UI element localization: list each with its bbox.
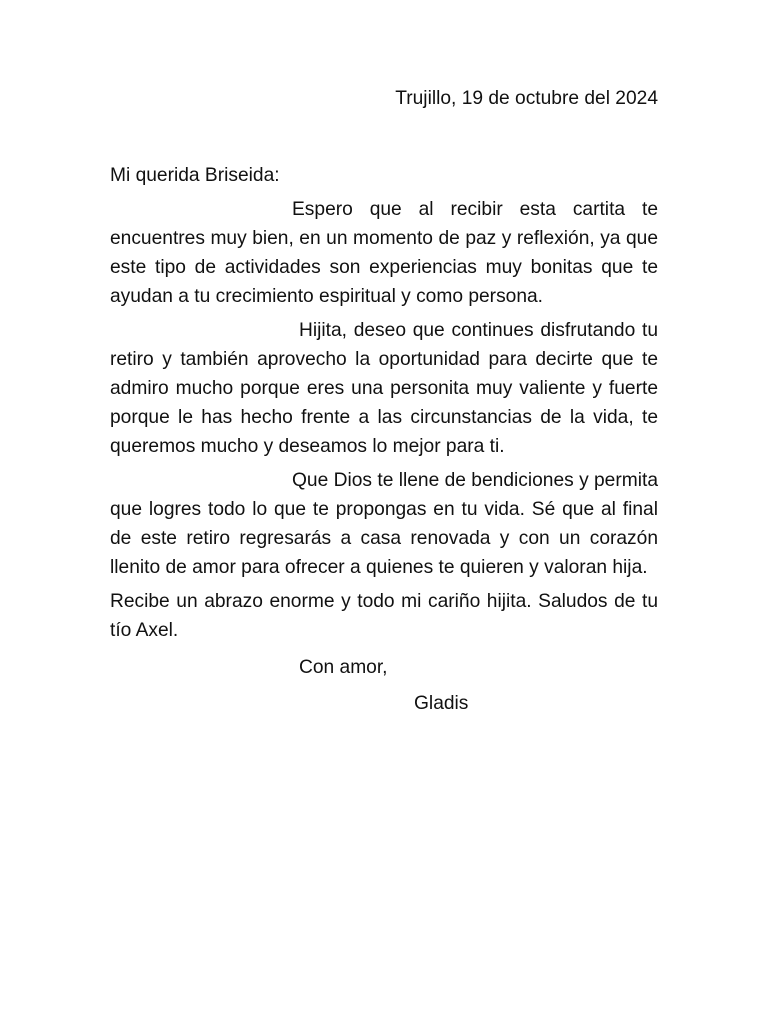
date-line: Trujillo, 19 de octubre del 2024 (395, 88, 658, 109)
signature: Gladis (414, 693, 469, 714)
closing-paragraph: Recibe un abrazo enorme y todo mi cariño hijita. Saludos de tu tío Axel. (110, 591, 658, 641)
paragraph-3: Que Dios te llene de bendiciones y permita que logres todo lo que te propongas en tu vida. Sé que al final de este retiro regresarás a casa renovada y con un corazón llenito de amor para ofrecer a quienes te quieren y valoran hija. (110, 470, 658, 578)
greeting: Mi querida Briseida: (110, 165, 280, 186)
paragraph-1: Espero que al recibir esta cartita te encuentres muy bien, en un momento de paz y reflexión, ya que este tipo de actividades son experiencias muy bonitas que te ayudan a tu crecimiento espiritual y como persona. (110, 199, 658, 307)
paragraph-2: Hijita, deseo que continues disfrutando tu retiro y también aprovecho la oportunidad para decirte que te admiro mucho porque eres una personita muy valiente y fuerte porque le has hecho frente a las circunstancias de la vida, te queremos mucho y deseamos lo mejor para ti. (110, 320, 658, 457)
letter-body (110, 84, 658, 718)
sign-off: Con amor, (299, 657, 388, 678)
